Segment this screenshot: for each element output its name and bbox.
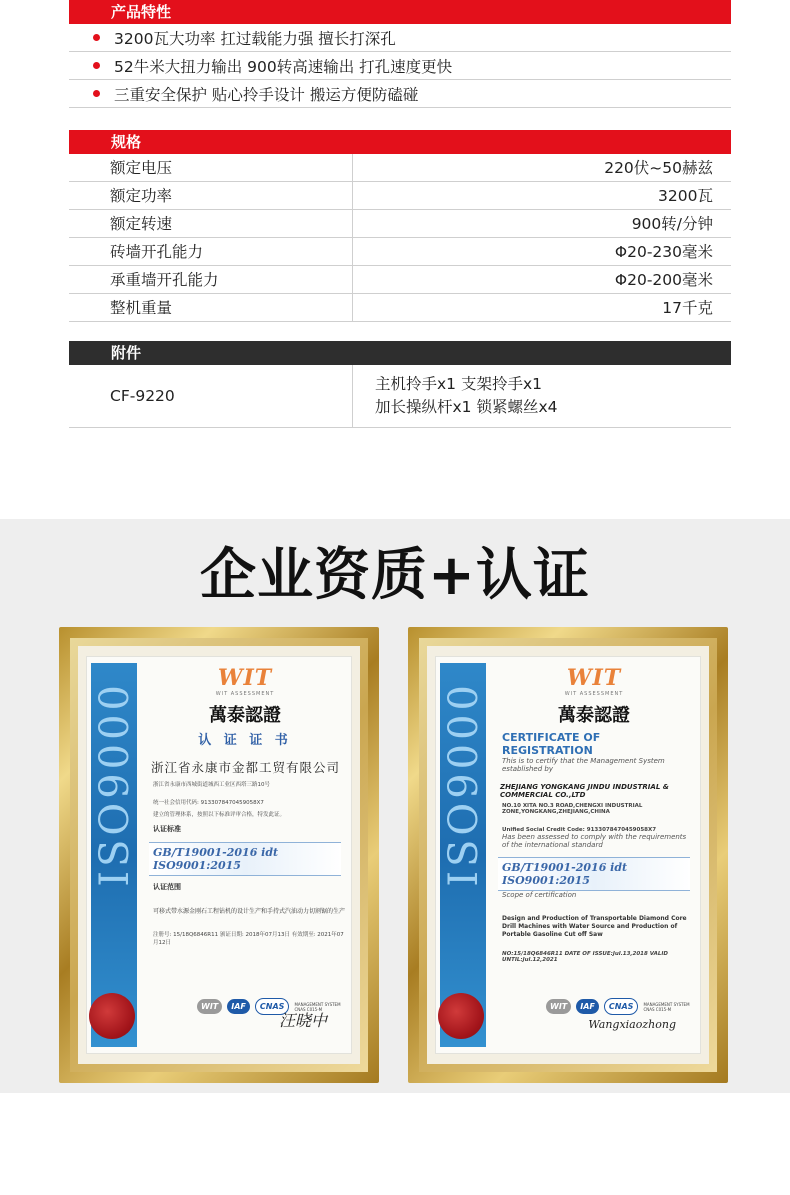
accessories-section bbox=[69, 341, 731, 428]
specs-section bbox=[69, 130, 731, 322]
scope-label: 认证范围 bbox=[153, 883, 181, 891]
spec-label: 额定转速 bbox=[69, 210, 353, 237]
specs-header: 规格 bbox=[69, 130, 731, 154]
red-wax-seal-icon bbox=[438, 993, 484, 1039]
cnas-text: MANAGEMENT SYSTEM CNAS C015-M bbox=[643, 1001, 690, 1012]
signature: Wangxiaozhong bbox=[588, 1018, 676, 1031]
signature: 汪晓中 bbox=[278, 1011, 327, 1030]
certificate-kind: CERTIFICATE OF REGISTRATION bbox=[502, 731, 601, 757]
spec-value: 17千克 bbox=[662, 299, 713, 317]
iso-watermark: ISO9000 bbox=[441, 681, 487, 887]
certificate-number: NO:15/18Q6846R11 DATE OF ISSUE:Jul.13,2018 VALID UNTIL:Jul.12,2021 bbox=[502, 951, 669, 963]
spec-value: Φ20-230毫米 bbox=[614, 243, 713, 261]
iaf-logo: IAF bbox=[227, 999, 250, 1014]
accessories-line: 加长操纵杆x1 锁紧螺丝x4 bbox=[375, 398, 558, 416]
spec-label: 整机重量 bbox=[69, 294, 353, 321]
spec-row bbox=[69, 294, 731, 322]
credit-code: Unified Social Credit Code: 91330784704590​58X7 bbox=[502, 827, 657, 833]
accessories-list bbox=[353, 365, 731, 427]
spec-label: 砖墙开孔能力 bbox=[69, 238, 353, 265]
spec-row bbox=[69, 238, 731, 266]
standard-text: GB/T19001-2016 idt ISO9001:2015 bbox=[149, 842, 341, 876]
spec-row bbox=[69, 210, 731, 238]
company-address: 浙江省永康市西城街道城西工业区西塔三路10号 bbox=[153, 782, 271, 788]
iso-watermark: ISO9000 bbox=[92, 681, 138, 887]
feature-item bbox=[69, 24, 731, 52]
features-header: 产品特性 bbox=[69, 0, 731, 24]
logo-mark: WIT bbox=[217, 665, 273, 691]
iso-band bbox=[440, 663, 486, 1047]
feature-text: 3200瓦大功率 扛过载能力强 擅长打深孔 bbox=[114, 29, 396, 48]
bullet-dot-icon bbox=[93, 62, 100, 69]
certificate-paper bbox=[435, 656, 701, 1054]
wit-mini-logo: WIT bbox=[546, 999, 571, 1014]
iaf-logo: IAF bbox=[576, 999, 599, 1014]
company-name: 浙江省永康市金都工贸有限公司 bbox=[151, 760, 341, 775]
scope-text: Design and Production of Transportable Diamond Core Drill Machines with Water Source and Production of Portable Gasoline Cut off Saw bbox=[502, 915, 687, 938]
iso-band bbox=[91, 663, 137, 1047]
spec-label: 额定电压 bbox=[69, 154, 353, 181]
certificate-number: 注册号: 15/18Q6846R11 颁证日期: 2018年07月13日 有效期至: 2021年07月12日 bbox=[153, 932, 344, 946]
certificate-frame-chinese bbox=[59, 627, 379, 1083]
spec-row bbox=[69, 154, 731, 182]
scope-text: 可移式带水源金刚石工程钻机的设计生产和手持式汽油动力切割锯的生产 bbox=[153, 908, 346, 915]
red-wax-seal-icon bbox=[89, 993, 135, 1039]
spec-label: 额定功率 bbox=[69, 182, 353, 209]
spec-row bbox=[69, 266, 731, 294]
logo-subtitle: WIT ASSESSMENT bbox=[215, 691, 275, 697]
model-label: CF-9220 bbox=[69, 365, 353, 427]
spec-label: 承重墙开孔能力 bbox=[69, 266, 353, 293]
feature-text: 52牛米大扭力输出 900转高速输出 打孔速度更快 bbox=[114, 57, 453, 76]
wit-mini-logo: WIT bbox=[197, 999, 222, 1014]
spec-row bbox=[69, 182, 731, 210]
certificate-paper bbox=[86, 656, 352, 1054]
accreditation-logos bbox=[494, 998, 694, 1015]
certify-line: This is to certify that the Management System established by bbox=[502, 757, 665, 773]
accessories-header: 附件 bbox=[69, 341, 731, 365]
wit-logo bbox=[494, 665, 694, 697]
company-address: NO.10 XITA NO.3 ROAD,CHENGXI INDUSTRIAL ZONE,YONGKANG,ZHEJIANG,CHINA bbox=[502, 803, 643, 815]
org-name: 萬泰認證 bbox=[558, 705, 630, 726]
certificate-frame-english bbox=[408, 627, 728, 1083]
wit-logo bbox=[145, 665, 345, 697]
logo-mark: WIT bbox=[566, 665, 622, 691]
org-name: 萬泰認證 bbox=[209, 705, 281, 726]
feature-item bbox=[69, 52, 731, 80]
standard-text: GB/T19001-2016 idt ISO9001:2015 bbox=[498, 857, 690, 891]
logo-subtitle: WIT ASSESSMENT bbox=[564, 691, 624, 697]
scope-label: Scope of certification bbox=[502, 891, 577, 899]
features-section bbox=[69, 0, 731, 108]
certifications-section bbox=[0, 519, 790, 1093]
cnas-logo: CNAS bbox=[604, 998, 639, 1015]
assessment-text: 建立的管理体系，按照以下标准评审合格，特发此证。 bbox=[153, 812, 286, 818]
bullet-dot-icon bbox=[93, 34, 100, 41]
standard-label: 认证标准 bbox=[153, 825, 181, 833]
credit-code: 统一社会信用代码: 91330784704590​58X7 bbox=[153, 800, 264, 806]
cnas-text: MANAGEMENT SYSTEM CNAS C015-M bbox=[294, 1001, 341, 1012]
assessment-text: Has been assessed to comply with the requirements of the international standard bbox=[502, 833, 687, 849]
company-name: ZHEJIANG YONGKANG JINDU INDUSTRIAL & COMMERCIAL CO.,LTD bbox=[500, 783, 669, 799]
spec-value: 900转/分钟 bbox=[631, 215, 713, 233]
certificate-kind: 认 证 证 书 bbox=[198, 733, 292, 748]
feature-text: 三重安全保护 贴心拎手设计 搬运方便防磕碰 bbox=[114, 85, 419, 104]
feature-item bbox=[69, 80, 731, 108]
accessories-line: 主机拎手x1 支架拎手x1 bbox=[375, 375, 542, 393]
accessories-row bbox=[69, 365, 731, 428]
spec-value: 220伏~50赫兹 bbox=[604, 159, 713, 177]
bullet-dot-icon bbox=[93, 90, 100, 97]
spec-value: Φ20-200毫米 bbox=[614, 271, 713, 289]
spec-value: 3200瓦 bbox=[658, 187, 713, 205]
cnas-logo: CNAS bbox=[255, 998, 290, 1015]
certifications-heading: 企业资质+认证 bbox=[200, 543, 590, 608]
